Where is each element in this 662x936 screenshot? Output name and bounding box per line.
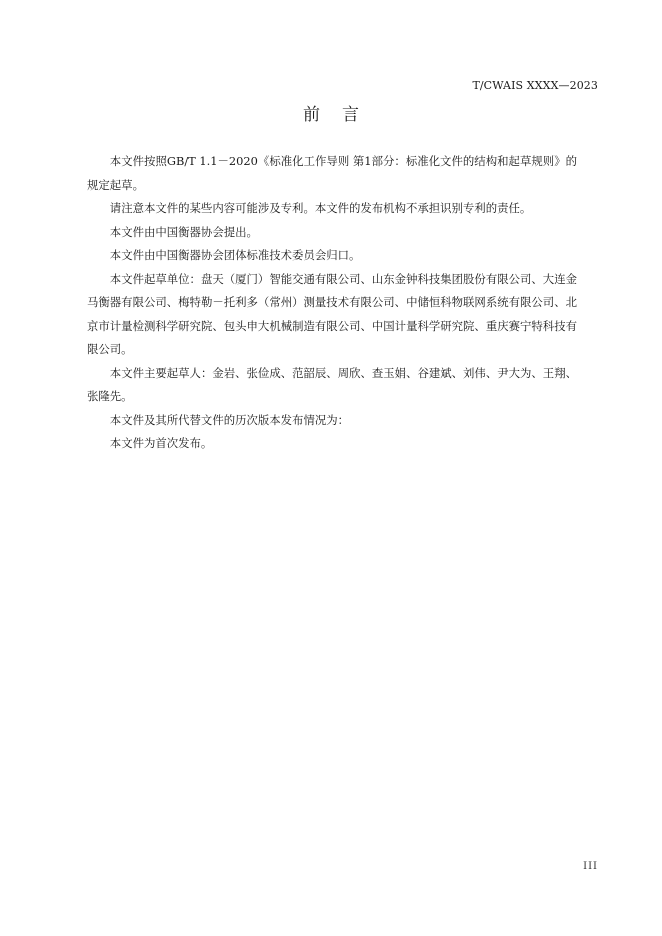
paragraph-committee: 本文件由中国衡器协会团体标准技术委员会归口。 — [109, 248, 361, 262]
paragraph-drafting-units: 本文件起草单位：盘天（厦门）智能交通有限公司、山东金钟科技集团股份有限公司、大连金马衡器有限公司、梅特勒－托利多（常州）测量技术有限公司、中储恒科物联网系统有限公司、北京市计量检测科学研究院、包头申大机械制造有限公司、中国计量科学研究院、重庆赛宁特科技有限公司。 — [87, 271, 577, 356]
document-code: T/CWAIS XXXX—2023 — [472, 79, 598, 92]
paragraph-patent-notice: 请注意本文件的某些内容可能涉及专利。本文件的发布机构不承担识别专利的责任。 — [109, 201, 532, 215]
paragraph-proposer: 本文件由中国衡器协会提出。 — [109, 224, 258, 239]
paragraph-drafters: 本文件主要起草人：金岩、张俭成、范韶辰、周欣、查玉娟、谷建斌、刘伟、尹大为、王翔、张隆先。 — [87, 365, 577, 403]
page-title: 前言 — [303, 105, 381, 125]
foreword-body — [87, 150, 577, 456]
paragraph-drafting-rules: 本文件按照GB/T 1.1－2020《标准化工作导则 第1部分：标准化文件的结构和起草规则》的规定起草。 — [87, 154, 577, 192]
paragraph-first-release: 本文件为首次发布。 — [109, 436, 213, 450]
page-number: III — [583, 861, 598, 872]
paragraph-version-history: 本文件及其所代替文件的历次版本发布情况为： — [109, 412, 350, 427]
